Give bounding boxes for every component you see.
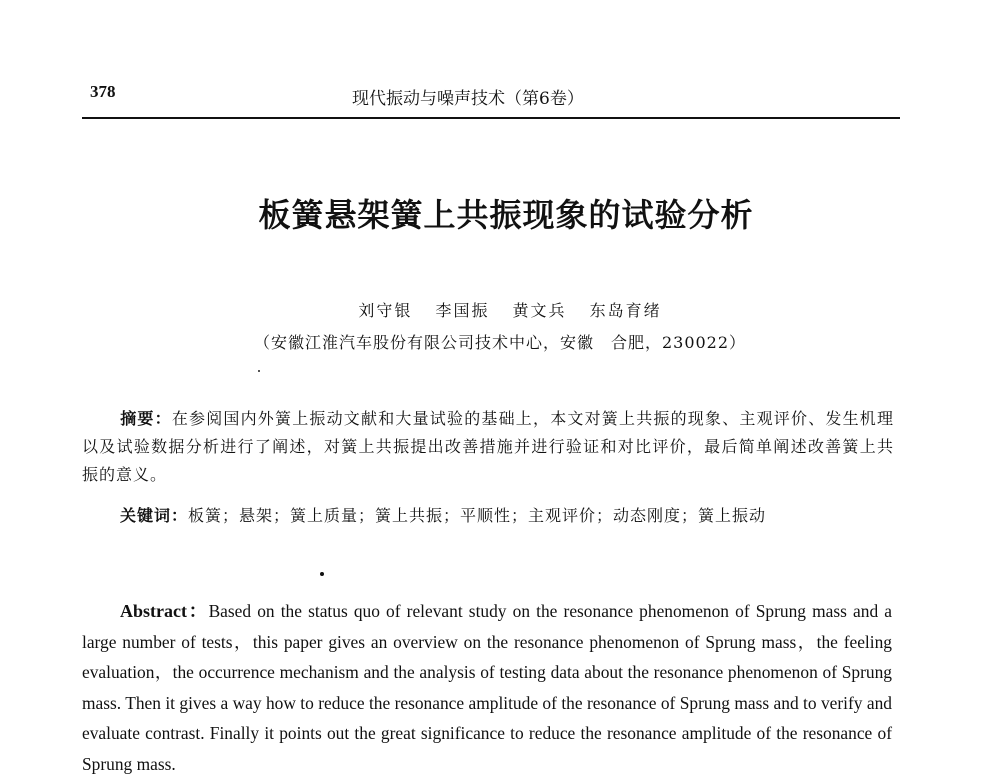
author-name: 东岛育绪	[589, 301, 662, 320]
author-list	[0, 298, 1000, 321]
paper-title: 板簧悬架簧上共振现象的试验分析	[258, 196, 754, 234]
abstract-en	[82, 596, 892, 779]
scan-speck	[258, 370, 260, 372]
abstract-en-colon: ：	[186, 601, 209, 621]
header-rule	[82, 117, 900, 119]
author-name: 刘守银	[358, 301, 413, 320]
page-header	[82, 82, 900, 116]
affiliation: （安徽江淮汽车股份有限公司技术中心，安徽 合肥，230022）	[253, 333, 747, 352]
author-name: 黄文兵	[512, 301, 567, 320]
keywords-cn-label: 关键词：	[120, 506, 189, 525]
page-number: 378	[90, 82, 116, 101]
abstract-cn-label: 摘要：	[120, 409, 172, 428]
abstract-cn	[82, 405, 894, 489]
running-title: 现代振动与噪声技术（第6卷）	[352, 89, 584, 109]
keywords-cn-text: 板簧；悬架；簧上质量；簧上共振；平顺性；主观评价；动态刚度；簧上振动	[188, 506, 767, 525]
author-name: 李国振	[435, 301, 490, 320]
abstract-en-text: Based on the status quo of relevant study on the resonance phenomenon of Sprung mass and a large number of tests，this paper gives an overview on the resonance phenomenon of Sprung mass，the feeling evaluation，the occurrence mechanism and the analysis of testing data about the resonance phenomenon of Sprung mass. Then it gives a way how to reduce the resonance amplitude of the resonance of Sprung mass and to verify and evaluate contrast. Finally it points out the great significance to reduce the resonance amplitude of the resonance of Sprung mass.	[82, 601, 893, 774]
abstract-cn-text: 在参阅国内外簧上振动文献和大量试验的基础上，本文对簧上共振的现象、主观评价、发生机理以及试验数据分析进行了阐述，对簧上共振提出改善措施并进行验证和对比评价，最后简单阐述改善簧上共振的意义。	[82, 409, 894, 484]
scan-speck	[320, 572, 324, 576]
keywords-cn	[82, 502, 894, 530]
abstract-en-label: Abstract	[120, 601, 187, 621]
